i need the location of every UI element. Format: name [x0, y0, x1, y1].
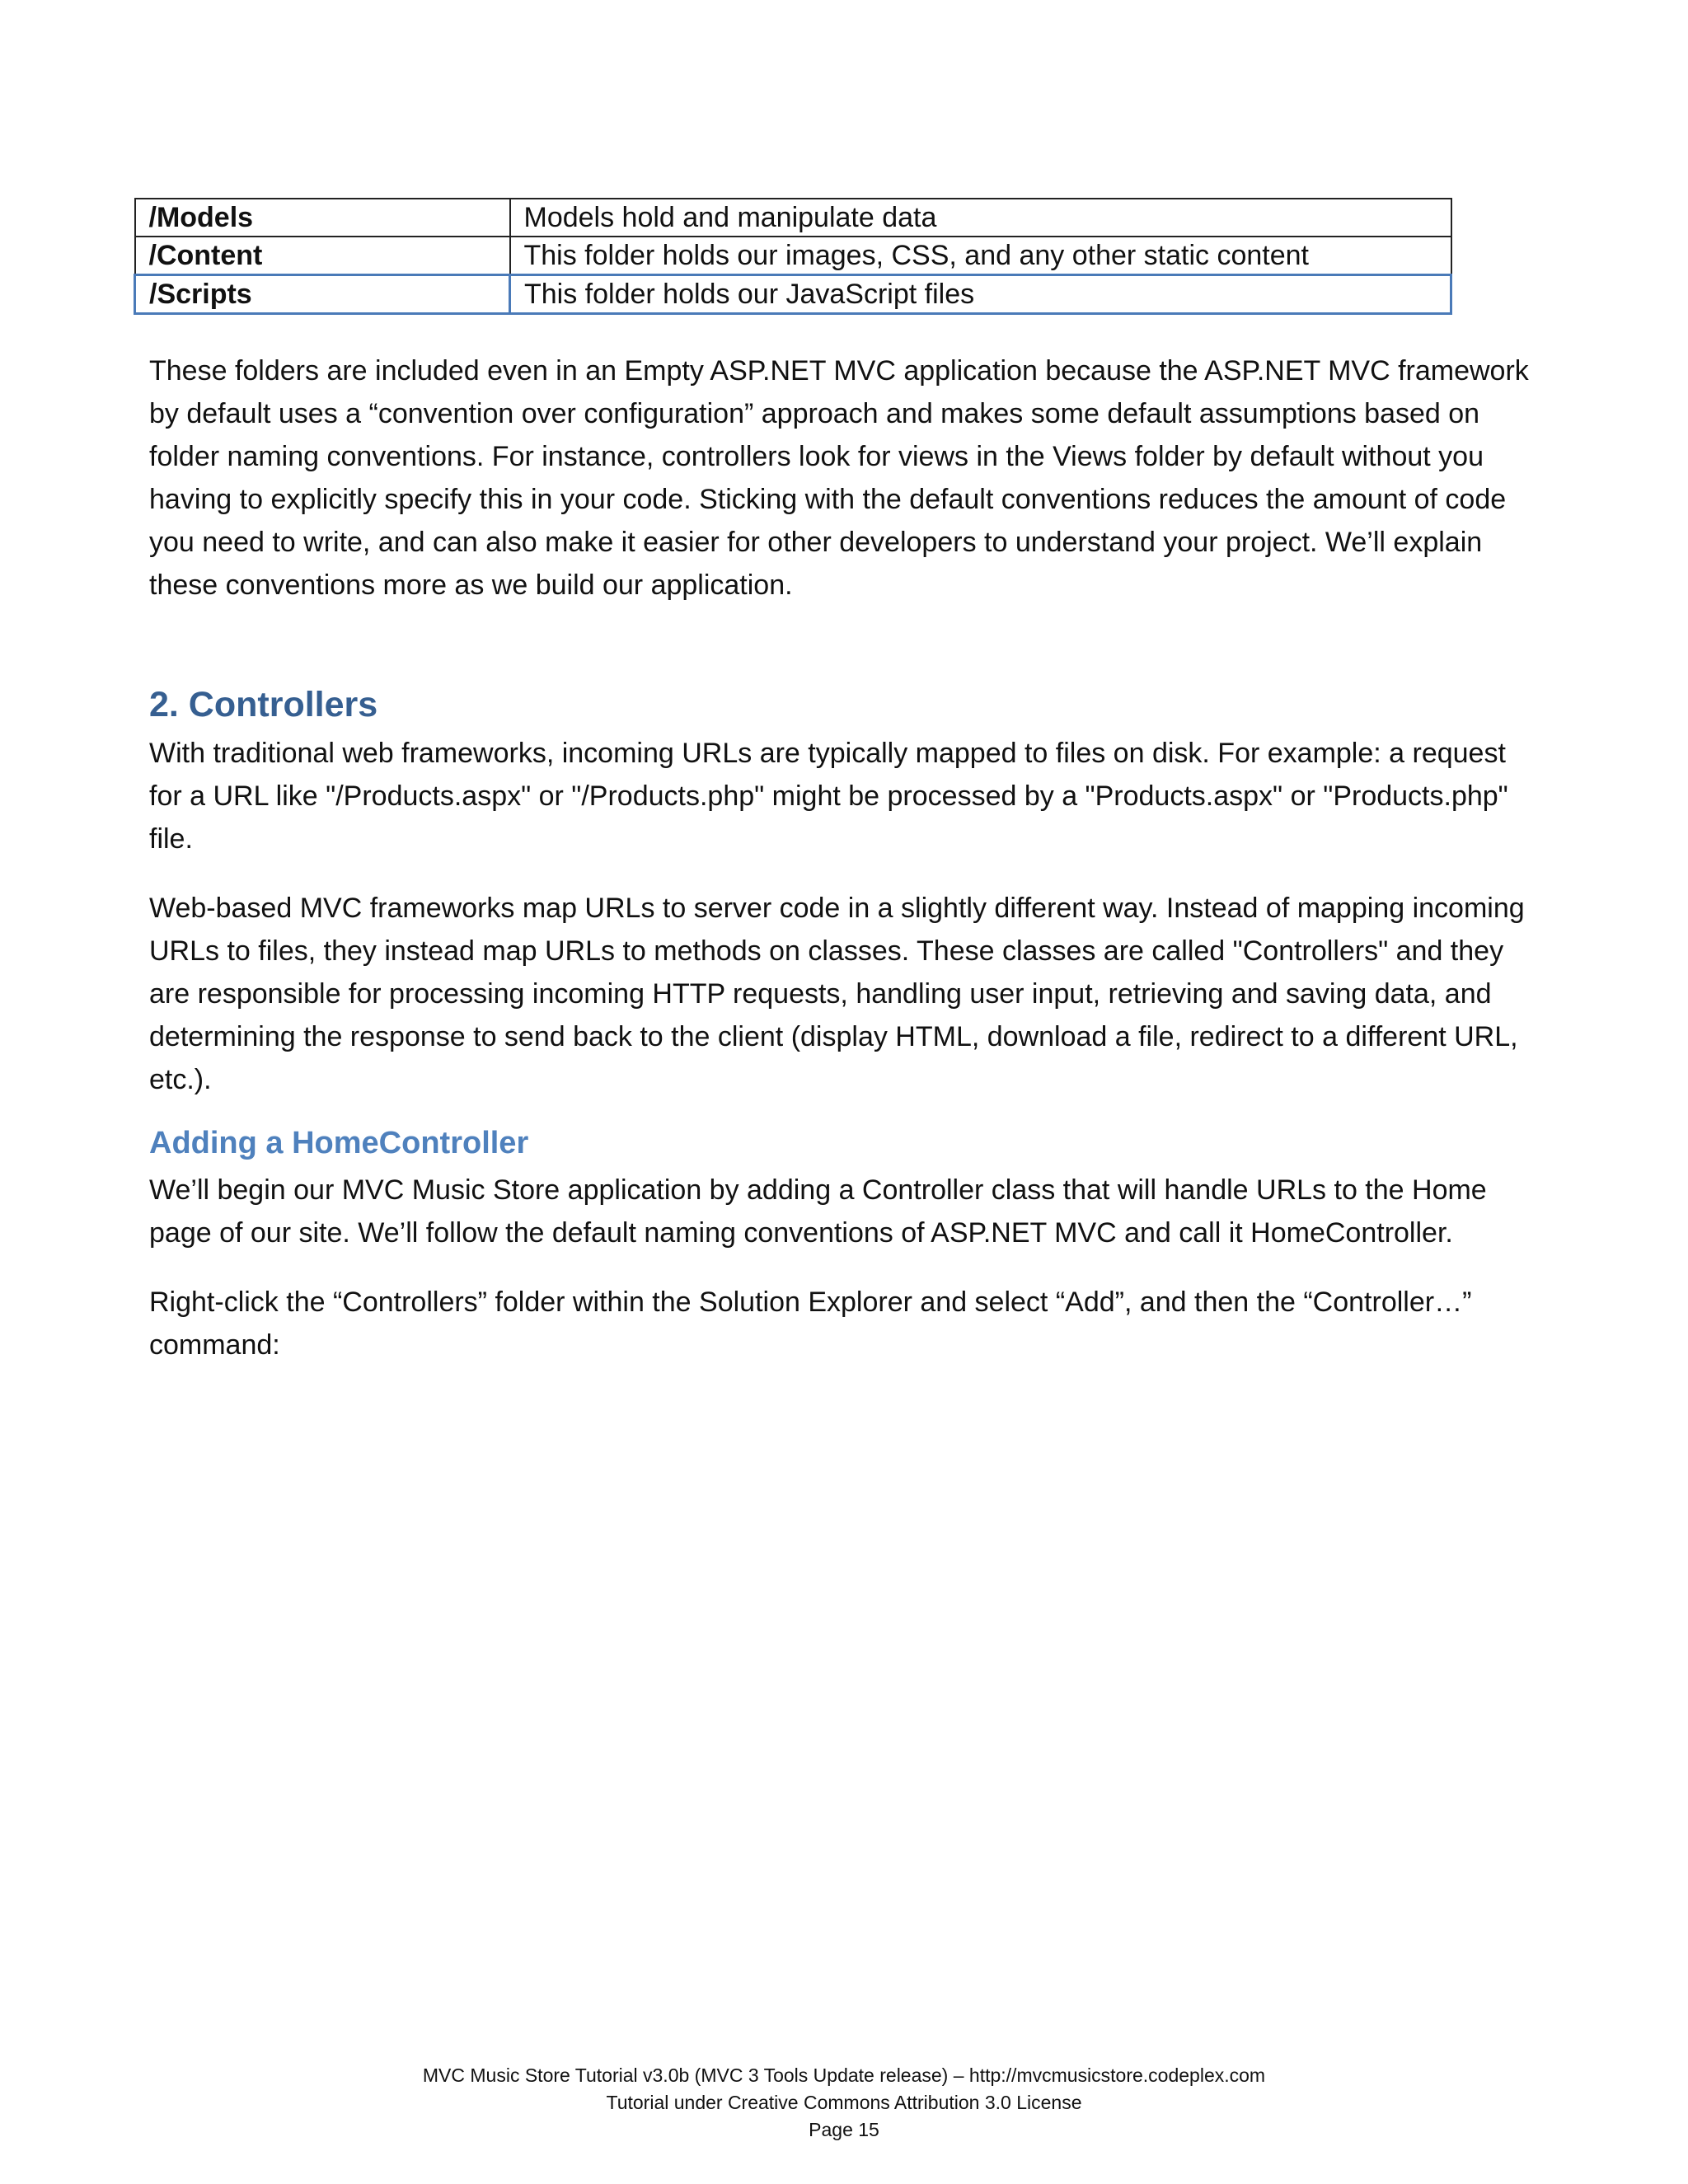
- controllers-paragraph-1: With traditional web frameworks, incoming URLs are typically mapped to files on disk. For example: a request for a URL like "/Products.aspx" or "/Products.php" might be processed by a "Products.aspx" or "Products.php" file.: [149, 738, 1508, 855]
- homecontroller-paragraph-2: Right-click the “Controllers” folder within the Solution Explorer and select “Add”, and then the “Controller…” command:: [149, 1286, 1472, 1361]
- page-number: Page 15: [809, 2119, 879, 2140]
- document-body: [149, 349, 1542, 1366]
- folder-name-cell: /Models: [135, 199, 510, 237]
- folder-description-cell: This folder holds our images, CSS, and any other static content: [510, 237, 1451, 275]
- section-heading-controllers: 2. Controllers: [149, 685, 378, 724]
- folders-table: [134, 198, 1452, 315]
- intro-paragraph: These folders are included even in an Empty ASP.NET MVC application because the ASP.NET MVC framework by default uses a “convention over configuration” approach and makes some default assumptions based on folder naming conventions. For instance, controllers look for views in the Views folder by default without you having to explicitly specify this in your code. Sticking with the default conventions reduces the amount of code you need to write, and can also make it easier for other developers to understand your project. We’ll explain these conventions more as we build our application.: [149, 355, 1529, 601]
- controllers-paragraph-2: Web-based MVC frameworks map URLs to server code in a slightly different way. Instead of mapping incoming URLs to files, they instead map URLs to methods on classes. These classes are called "Controllers" and they are responsible for processing incoming HTTP requests, handling user input, retrieving and saving data, and determining the response to send back to the client (display HTML, download a file, redirect to a different URL, etc.).: [149, 893, 1525, 1095]
- subsection-heading-homecontroller: Adding a HomeController: [149, 1126, 529, 1160]
- footer-license-line: Tutorial under Creative Commons Attribution 3.0 License: [606, 2092, 1082, 2113]
- table-row: [135, 275, 1451, 314]
- folder-name-cell: /Content: [135, 237, 510, 275]
- page-footer: [0, 2062, 1688, 2144]
- footer-title-line: MVC Music Store Tutorial v3.0b (MVC 3 Tools Update release) – http://mvcmusicstore.codeplex.com: [422, 2064, 1266, 2086]
- table-row: [135, 237, 1451, 275]
- folder-description-cell: Models hold and manipulate data: [510, 199, 1451, 237]
- folder-description-cell: This folder holds our JavaScript files: [510, 275, 1451, 314]
- folder-name-cell: /Scripts: [135, 275, 510, 314]
- homecontroller-paragraph-1: We’ll begin our MVC Music Store application by adding a Controller class that will handle URLs to the Home page of our site. We’ll follow the default naming conventions of ASP.NET MVC and call it HomeController.: [149, 1174, 1487, 1249]
- table-row: [135, 199, 1451, 237]
